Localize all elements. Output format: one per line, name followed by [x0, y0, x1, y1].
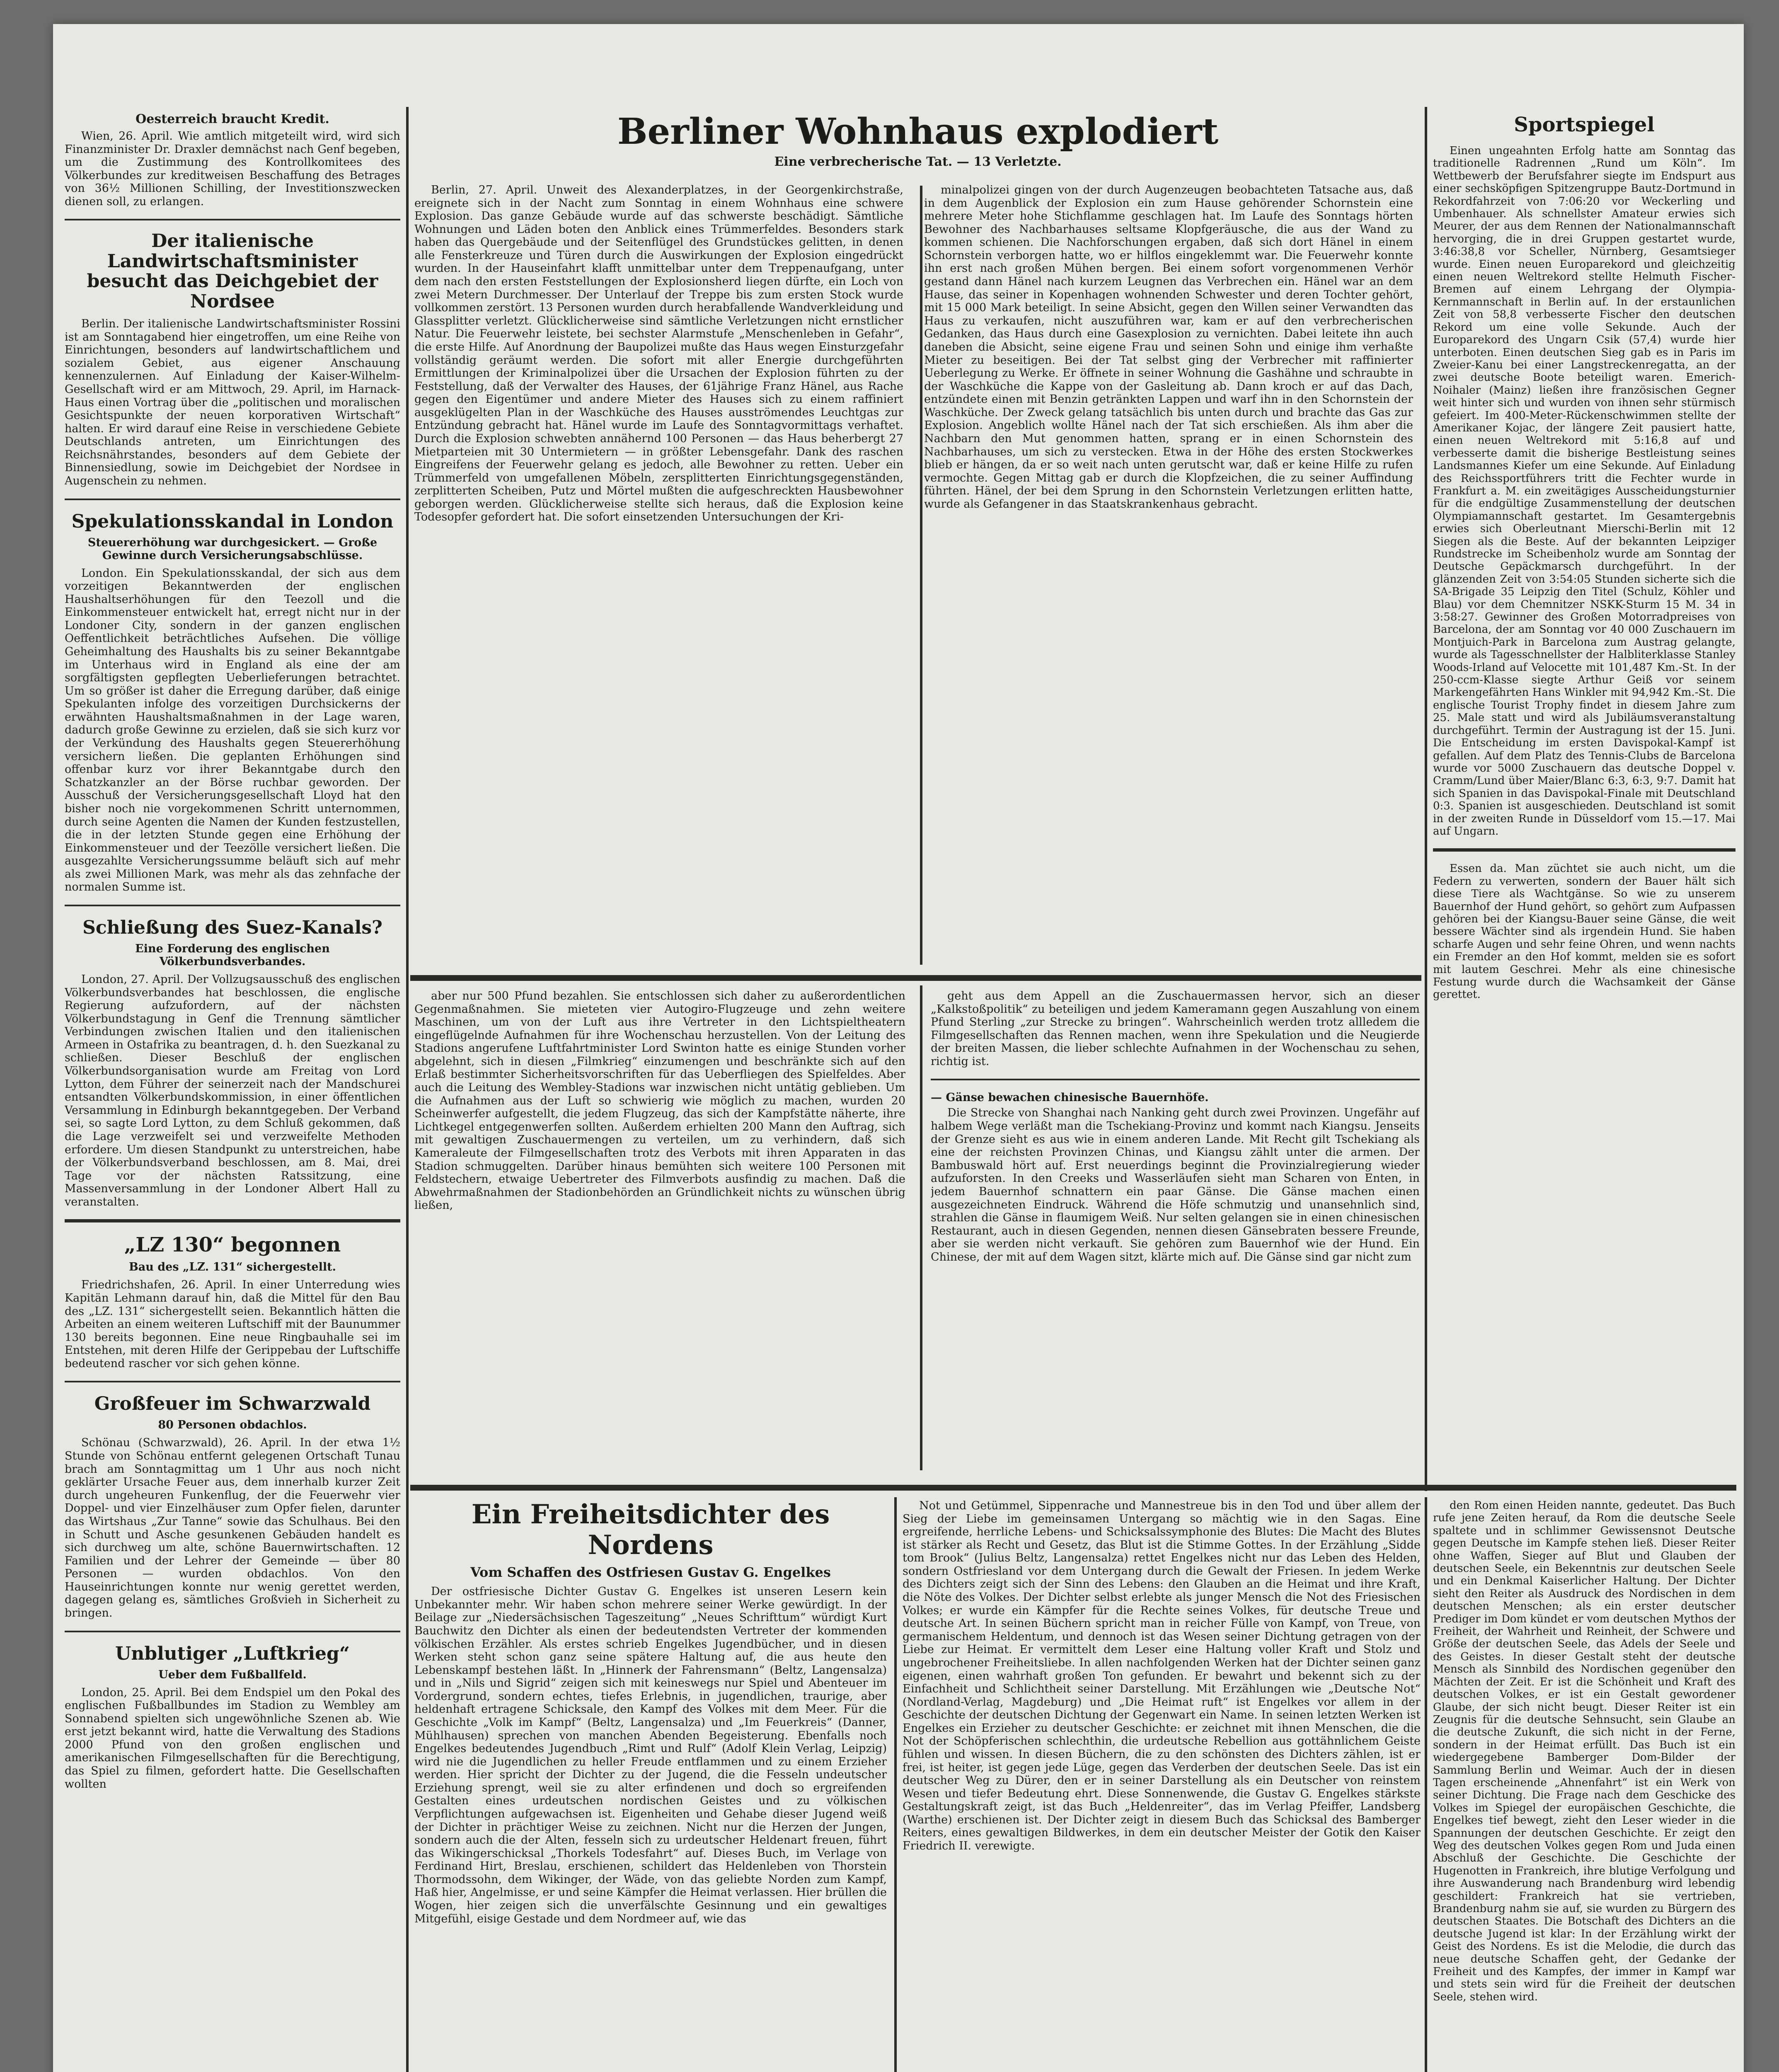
divider — [410, 1485, 1736, 1491]
column-rule — [406, 107, 409, 2072]
article-text: Schönau (Schwarzwald), 26. April. In der etwa 1½ Stunde von Schönau entfernt gelegenen Ortschaft Tunau brach am Sonntagmittag um 1 Uhr aus noch nicht geklärter Ursache Feuer aus, dem innerhalb kurzer Zeit durch ungeheuren Funkenflug, der die Feuerwehr vier Doppel- und vier Einzelhäuser zum Opfer fielen, darunter das Wirtshaus „Zur Tanne“ sowie das Schulhaus. Bei den in Schutt und Asche gesunkenen Gebäuden handelt es sich durchweg um alte, schöne Bauernwirtschaften. 12 Familien und der Lehrer der Gemeinde — über 80 Personen — wurden obdachlos. Von den Hauseinrichtungen konnte nur wenig gerettet werden, dagegen gelang es, sämtliches Großvieh in Sicherheit zu bringen. — [65, 1436, 400, 1619]
newspaper-page — [53, 24, 1744, 2072]
article-title: Der italienische Landwirtschaftsminister besucht das Deichgebiet der Nordsee — [87, 230, 378, 312]
article-title: — Gänse bewachen chinesische Bauernhöfe. — [931, 1091, 1209, 1104]
sports-text: Einen ungeahnten Erfolg hatte am Sonntag das traditionelle Radrennen „Rund um Köln“. Im Wettbewerb der Berufsfahrer siegte im Endspurt aus einer sechsköpfigen Spitzengruppe Bautz-Dortmund in Rekordfahrzeit von 7:06:20 vor Weckerling und Umbenhauer. Als schnellster Amateur erwies sich Meurer, der aus dem Rennen der Nationalmannschaft hervorging, die in drei Gruppen gestartet wurde, 3:46:38,8 vor Scheller, Nürnberg, Gesamtsieger wurde. Einen neuen Europarekord und gleichzeitig einen neuen Weltrekord stellte Helmuth Fischer-Bremen auf einem Lehrgang der Olympia-Kernmannschaft in Berlin auf. In der erstaunlichen Zeit von 58,8 verbesserte Fischer den deutschen Rekord um eine volle Sekunde. Auch der Europarekord des Ungarn Csik (57,4) wurde hier unterboten. Einen deutschen Sieg gab es in Paris im Zweier-Kanu bei einer Langstreckenregatta, an der zwei deutsche Boote beteiligt waren. Emerich-Noihaler (Mainz) ließen ihre französischen Gegner weit hinter sich und wurden von ihnen sehr stürmisch gefeiert. Im 400-Meter-Rückenschwimmen stellte der Amerikaner Kojac, der längere Zeit pausiert hatte, einen neuen Weltrekord mit 5:16,8 auf und verbesserte damit die bisherige Bestleistung seines Landsmannes Kiefer um eine Sekunde. Auf Einladung des Reichssportführers tritt die Fechter wurde in Frankfurt a. M. ein zweitägiges Ausscheidungsturnier für die endgültige Zusammenstellung der deutschen Olympiamannschaft gestartet. Im Gesamtergebnis erwies sich Oberleutnant Mierschi-Berlin mit 12 Siegen als die Beste. Auf der bekannten Leipziger Rundstrecke im Scheibenholz wurde am Sonntag der Deutsche Gepäckmarsch durchgeführt. In der glänzenden Zeit von 3:54:05 Stunden sicherte sich die SA-Brigade 35 Leipzig den Titel (Schulz, Köhler und Blau) vor dem Chemnitzer NSKK-Sturm 15 M. 34 in 3:58:27. Gewinner des Großen Motorradpreises von Barcelona, der am Sonntag vor 40 000 Zuschauern im Montjuich-Park in Barcelona zum Austrag gelangte, wurde als Tagesschnellster der Halbliterklasse Stanley Woods-Irland auf Velocette mit 101,487 Km.-St. In der 250-ccm-Klasse siegte Arthur Geiß vor seinem Markengefährten Hans Winkler mit 94,942 Km.-St. Die englische Tourist Trophy findet in diesem Jahre zum 25. Male statt und wird als Jubiläumsveranstaltung durchgeführt. Termin der Austragung ist der 15. Juni. Die Entscheidung im ersten Davispokal-Kampf ist gefallen. Auf dem Platz des Tennis-Clubs de Barcelona wurde vor 5000 Zuschauern das deutsche Doppel v. Cramm/Lund über Maier/Blanc 6:3, 6:3, 9:7. Damit hat sich Spanien in das Davispokal-Finale mit Deutschland 0:3. Spanien ist ausgeschieden. Deutschland ist somit in der zweiten Runde in Düsseldorf vom 15.—17. Mai auf Ungarn. — [1433, 145, 1735, 838]
article-text: Not und Getümmel, Sippenrache und Mannestreue bis in den Tod und über allem der Sieg der Liebe im gemeinsamen Untergang so mächtig wie in den Sagas. Eine ergreifende, herrliche Lebens- und Schicksalssymphonie des Blutes: Die Macht des Blutes ist stärker als Recht und Gesetz, das Blut ist die Stimme Gottes. In der Erzählung „Sidde tom Brook“ (Julius Beltz, Langensalza) rettet Engelkes nicht nur das Leben des Helden, sondern Ostfriesland vor dem Untergang durch die Gewalt der Friesen. In jedem Werke des Dichters zeigt sich der Sinn des Lebens: den Glauben an die Heimat und ihre Kraft, die Nöte des Volkes. Der Dichter selbst erlebte als junger Mensch die Not des Friesischen Volkes; er wurde ein Kämpfer für die Rechte seines Volkes, für deutsche Treue und deutsche Art. In seinen Büchern spricht man in reicher Fülle von Kampf, von Treue, von germanischem Heldentum, und dennoch ist das Wesen seiner Dichtung getragen von der Liebe zur Heimat. Er vermittelt dem Leser eine Haltung voller Kraft und Stolz und ungebrochener Freiheitsliebe. In allen nachfolgenden Werken hat der Dichter seinen ganz eigenen, einen wahrhaft großen Ton gefunden. Er bewahrt und bekennt sich zu der Einfachheit und Schlichtheit seiner Darstellung. Mit Erzählungen wie „Deutsche Not“ (Nordland-Verlag, Magdeburg) und „Die Heimat ruft“ ist Engelkes vor allem in der Geschichte der deutschen Dichtung der Gegenwart ein Name. In seinen letzten Werken ist Engelkes ein Erzieher zu deutscher Geschichte: er zeichnet mit ihnen Menschen, die die Not der Schöpferischen schlechthin, die urdeutsche Rebellion aus gottähnlichem Geiste fühlen und wissen. In diesen Büchern, die zu den schönsten des Dichters zählen, ist er frei, ist heiter, ist gegen jede Lüge, gegen das Verderben der deutschen Seele. Das ist ein deutscher Weg zu Dürer, den er in seiner Darstellung als ein Deutscher von reinstem Wesen und tiefer Bedeutung ehrt. Diese Sonnenwende, die Gustav G. Engelkes stärkste Gestaltungskraft zeigt, ist das Buch „Heldenreiter“, das im Verlag Pfeiffer, Landsberg (Warthe) erschienen ist. Der Dichter zeigt in diesem Buch das Schicksal des Bamberger Reiters, eines gewaltigen Bildwerkes, in dem ein deutscher Meister der Gotik den Kaiser Friedrich II. verewigte. — [903, 1499, 1421, 1853]
literature-subheadline: Vom Schaffen des Ostfriesen Gustav G. Engelkes — [470, 1564, 831, 1581]
article-text: Berlin. Der italienische Landwirtschaftsminister Rossini ist am Sonntagabend hier eingetroffen, um eine Reihe von Einrichtungen, besonders auf landwirtschaftlichem und sozialem Gebiet, aus eigener Anschauung kennenzulernen. Auf Einladung der Kaiser-Wilhelm-Gesellschaft wird er am Mittwoch, 29. April, im Harnack-Haus einen Vortrag über die „politischen und moralischen Gesichtspunkte der neuen korporativen Wirtschaft“ halten. Er wird darauf eine Reise in verschiedene Gebiete Deutschlands antreten, um Einrichtungen des Reichsnährstandes, besonders auf dem Gebiete der Binnensiedlung, sowie im Deichgebiet der Nordsee in Augenschein zu nehmen. — [65, 317, 400, 487]
article-title: „LZ 130“ begonnen — [124, 1233, 341, 1257]
divider — [931, 1079, 1420, 1080]
article-subtitle: Ueber dem Fußballfeld. — [158, 1668, 307, 1681]
article-subtitle: Eine Forderung des englischen Völkerbundsverbandes. — [135, 942, 330, 968]
article-subtitle: 80 Personen obdachlos. — [158, 1418, 307, 1432]
article-text: London, 27. April. Der Vollzugsausschuß des englischen Völkerbundsverbandes hat beschlossen, die englische Regierung aufzufordern, auf der nächsten Völkerbundstagung in Genf die Trennung sämtlicher Verbindungen zwischen Italien und den italienischen Armeen in Ostafrika zu beantragen, d. h. den Suezkanal zu schließen. Dieser Beschluß der englischen Völkerbundsorganisation wurde am Freitag von Lord Lytton, dem Führer der seinerzeit nach der Mandschurei entsandten Völkerbundskommission, in einer öffentlichen Versammlung in Edinburgh bekanntgegeben. Der Verband sei, so sagte Lord Lytton, zu dem Schluß gekommen, daß die Lage verzweifelt sei und verzweifelte Methoden erfordere. Um diesen Standpunkt zu unterstreichen, habe der Völkerbundsverband beschlossen, am 8. Mai, drei Tage vor der nächsten Ratssitzung, eine Massenversammlung in der Londoner Albert Hall zu veranstalten. — [65, 973, 400, 1208]
main-col-2 — [924, 184, 1413, 971]
article-subtitle: Steuererhöhung war durchgesickert. — Große Gewinne durch Versicherungsabschlüsse. — [87, 536, 378, 562]
literature-col-3 — [1433, 1499, 1735, 2072]
column-rule — [920, 985, 922, 1470]
lower-col-1 — [414, 990, 905, 1470]
left-column — [65, 112, 400, 2072]
divider — [65, 219, 400, 220]
article-title: Großfeuer im Schwarzwald — [94, 1393, 371, 1415]
main-headline: Berliner Wohnhaus explodiert — [617, 113, 1219, 152]
article-text: geht aus dem Appell an die Zuschauermassen hervor, sich an dieser „Kalkstoßpolitik“ zu beteiligen und jedem Kameramann gegen Auszahlung von einem Pfund Sterling „zur Strecke zu bringen“. Wahrscheinlich werden trotz allledem die Filmgesellschaften das Rennen machen, wenn ihre Spekulation und die Neugierde der breiten Massen, die lieber schlechte Aufnahmen in der Wochenschau zu sehen, richtig ist. — [931, 990, 1420, 1068]
article-text: minalpolizei gingen von der durch Augenzeugen beobachteten Tatsache aus, daß in dem Augenblick der Explosion ein zum Hause gehörender Schornstein eine mehrere Meter hohe Stichflamme geschlagen hat. Im Laufe des Sonntags hörten Bewohner des Nachbarhauses seltsame Klopfgeräusche, die aus der Wand zu kommen schienen. Die Nachforschungen ergaben, daß sich dort Hänel in einem Schornstein verborgen hatte, wo er hilflos eingeklemmt war. Die Feuerwehr konnte ihn erst nach großen Mühen bergen. Bei einem sofort vorgenommenen Verhör gestand dann Hänel nach kurzem Leugnen das Verbrechen ein. Hänel war an dem Hause, das seiner in Kopenhagen wohnenden Schwester und deren Tochter gehört, mit 15 000 Mark beteiligt. In seine Absicht, gegen den Willen seiner Verwandten das Haus zu verkaufen, nicht auszuführen war, kam er auf den verbrecherischen Gedanken, das Haus durch eine Gasexplosion zu vernichten. Dabei leitete ihn auch daneben die Absicht, seine eigene Frau und seinen Sohn und einige ihm verhaßte Mieter zu beseitigen. Bei der Tat selbst ging der Verbrecher mit raffinierter Ueberlegung zu Werke. Er öffnete in seiner Wohnung die Gashähne und schraubte in der Waschküche die Kappe von der Gasleitung ab. Dann kroch er auf das Dach, entzündete einen mit Benzin getränkten Lappen und warf ihn in den Schornstein der Waschküche. Der Zweck gelang tatsächlich bis unten durch und brachte das Gas zur Explosion. Angeblich wollte Hänel nach der Tat sich erschießen. Als ihm aber die Nachbarn den Mut genommen hatten, sprang er in einen Schornstein des Nachbarhauses, um sich zu verstecken. Etwa in der Höhe des ersten Stockwerkes blieb er hängen, da er so weit nach unten gerutscht war, daß er keine Hilfe zu rufen vermochte. Gegen Mittag gab er durch die Klopfzeichen, die zu seiner Auffindung führten. Hänel, der bei dem Sprung in den Schornstein Verletzungen erlitten hatte, wurde als Gefangener in das Staatskrankenhaus gebracht. — [924, 184, 1413, 511]
literature-headline: Ein Freiheitsdichter des Nordens — [471, 1499, 830, 1561]
article-text: aber nur 500 Pfund bezahlen. Sie entschlossen sich daher zu außerordentlichen Gegenmaßnahmen. Sie mieteten vier Autogiro-Flugzeuge und zehn weitere Maschinen, um von der Luft aus ihre Vertreter in den Lichtspieltheatern eingeflügelnde Aufnahmen für ihre Wochenschau herzustellen. Von der Leitung des Stadions angerufene Luftfahrtminister Lord Swinton hatte es einige Stunden vorher abgelehnt, sich in diesen „Filmkrieg“ einzumengen und beschränkte sich auf den Erlaß bestimmter Sicherheitsvorschriften für das Ueberfliegen des Spielfeldes. Aber auch die Leitung des Wembley-Stadions war inzwischen nicht untätig geblieben. Um die Aufnahmen aus der Luft so schwierig wie möglich zu machen, wurden 20 Scheinwerfer aufgestellt, die jedem Flugzeug, das sich der Kampfstätte näherte, ihre Lichtkegel entgegenwerfen sollten. Außerdem erhielten 200 Mann den Auftrag, sich mit gewaltigen Zuschauermengen zu verteilen, um zu verhindern, daß sich Kameraleute der Filmgesellschaften trotz des Verbots mit ihren Apparaten in das Stadion schmuggelten. Darüber hinaus bemühten sich weitere 100 Personen mit Feldstechern, etwaige Uebertreter des Filmverbots ausfindig zu machen. Daß die Abwehrmaßnahmen der Stadionbehörden an Gründlichkeit nichts zu wünschen übrig ließen, — [414, 990, 905, 1212]
main-subheadline: Eine verbrecherische Tat. — 13 Verletzte. — [774, 155, 1062, 169]
column-rule — [920, 186, 922, 965]
article-text: den Rom einen Heiden nannte, gedeutet. Das Buch rufe jene Zeiten herauf, da Rom die deutsche Seele spaltete und in schlimmer Gewissensnot Deutsche gegen Deutsche im Kampfe stehen ließ. Dieser Reiter ohne Waffen, Sieger auf Blut und Glauben der deutschen Seele, ein Bekenntnis zur deutschen Seele und ein Denkmal Kaiserlicher Haltung. Der Dichter sieht den Reiter als Ausdruck des Nordischen in dem deutschen Menschen; als ein erster deutscher Prediger im Dom kündet er vom deutschen Mythos der Freiheit, der Wahrheit und Reinheit, der Schwere und Größe der deutschen Seele, das Adels der Seele und des Geistes. In dieser Gestalt steht der deutsche Mensch als Sinnbild des Nordischen gegenüber den Mächten der Zeit. Er ist die Schönheit und Kraft des deutschen Volkes, er ist ein Gestalt gewordener Glaube, der sich nicht beugt. Dieser Reiter ist ein Zeugnis für die deutsche Sehnsucht, sein Glaube an die deutsche Zukunft, die sich nicht in der Ferne, sondern in der Heimat erfüllt. Das Buch ist ein wiedergegebene Bamberger Dom-Bilder der Sammlung Berlin und Weimar. Auch der in diesen Tagen erscheinende „Ahnenfahrt“ ist ein Werk von seiner Dichtung. Die Frage nach dem Geschicke des Volkes im Spiegel der europäischen Geschichte, die Engelkes tief bewegt, zieht den Leser wieder in die Spannungen der deutschen Geschichte. Er zeigt den Weg des deutschen Volkes gegen Rom und Juda einen Abschluß der Geschichte. Die Geschichte der Hugenotten in Frankreich, ihre blutige Verfolgung und ihre Auswanderung nach Brandenburg wird lebendig geschildert: Frankreich hat sie vertrieben, Brandenburg nahm sie auf, sie wurden zu Bürgern des deutschen Staates. Die Botschaft des Dichters an die deutsche Jugend ist klar: In der Erzählung wirkt der Geist des Nordens. Es ist die Melodie, die durch das neue deutsche Schaffen geht, der Gedanke der Freiheit und des Kampfes, der immer in Kampf war und stets sein wird für die Freiheit der deutschen Seele, stehen wird. — [1433, 1499, 1735, 2003]
column-rule — [1425, 1497, 1427, 2072]
article-text: Berlin, 27. April. Unweit des Alexanderplatzes, in der Georgenkirchstraße, ereignete sich in der Nacht zum Sonntag in einem Wohnhaus eine schwere Explosion. Das ganze Gebäude wurde auf das schwerste beschädigt. Sämtliche Wohnungen und Läden boten den Anblick eines Trümmerfeldes. Besonders stark haben das Quergebäude und der Seitenflügel des Grundstückes gelitten, in denen alle Fensterkreuze und Türen durch die Auswirkungen der Explosion eingedrückt wurden. In der Hauseinfahrt klafft unmittelbar unter dem Treppenaufgang, unter dem nach den ersten Feststellungen der Explosionsherd liegen dürfte, ein Loch von zwei Metern Durchmesser. Der Unterlauf der Treppe bis zum ersten Stock wurde vollkommen zerstört. 13 Personen wurden durch herabfallende Wandverkleidung und Glassplitter verletzt. Glücklicherweise sind sämtliche Verletzungen nicht ernstlicher Natur. Die Feuerwehr leistete, bei sechster Alarmstufe „Menschenleben in Gefahr“, die erste Hilfe. Auf Anordnung der Baupolizei mußte das Haus wegen Einsturzgefahr vollständig geräumt werden. Die sofort mit aller Energie durchgeführten Ermittlungen der Kriminalpolizei über die Ursachen der Explosion führten zu der Feststellung, daß der Verwalter des Hauses, der 61jährige Franz Hänel, aus Rache gegen den Eigentümer und andere Mieter des Hauses sich zu einem raffiniert ausgeklügelten Plan in der Waschküche des Hauses ausströmendes Leuchtgas zur Entzündung gebracht hat. Hänel wurde im Laufe des Sonntagvormittags verhaftet. Durch die Explosion schwebten annähernd 100 Personen — das Haus beherbergt 27 Mietparteien mit 30 Untermietern — in größter Lebensgefahr. Dank des raschen Eingreifens der Feuerwehr gelang es jedoch, alle Bewohner zu retten. Ueber ein Trümmerfeld von umgefallenen Möbeln, zersplitterten Einrichtungsgegenständen, zerplitterten Scheiben, Putz und Mörtel mußten die aufgeschreckten Hausbewohner geborgen werden. Glücklicherweise stellte sich heraus, daß die Explosion keine Todesopfer gefordert hat. Die sofort einsetzenden Untersuchungen der Kri- — [414, 184, 903, 524]
literature-col-2 — [903, 1499, 1421, 2072]
article-text: Wien, 26. April. Wie amtlich mitgeteilt wird, wird sich Finanzminister Dr. Draxler demnächst nach Genf begeben, um die Zustimmung des Kontrollkomitees des Völkerbundes zur kreditweisen Beschaffung des Betrages von 36½ Millionen Schilling, der Investitionszwecken dienen soll, zu erlangen. — [65, 130, 400, 208]
article-text: Der ostfriesische Dichter Gustav G. Engelkes ist unseren Lesern kein Unbekannter mehr. Wir haben schon mehrere seiner Werke gewürdigt. In der Beilage zur „Niedersächsischen Tageszeitung“ „Neues Schrifttum“ würdigt Kurt Bauchwitz den Dichter als einen der bedeutendsten Vertreter der kommenden völkischen Erzähler. Als erstes schrieb Engelkes Jugendbücher, und in diesen Werken steht schon ganz seine spätere Haltung auf, die aus heute den Lebenskampf bestehen läßt. In „Hinnerk der Fahrensmann“ (Beltz, Langensalza) und in „Nils und Sigrid“ zeigen sich mit keineswegs nur Spiel und Abenteuer im Vordergrund, sondern echtes, tiefes Erlebnis, in jugendlichen, traurige, aber heldenhaft ertragene Schicksale, den Kampf des Volkes mit dem Meer. Für die Geschichte „Volk im Kampf“ (Beltz, Langensalza) und „Im Feuerkreis“ (Danner, Mühlhausen) sprechen von manchen Abenden Begeisterung. Ebenfalls noch Engelkes bedeutendes Jugendbuch „Rimt und Rulf“ (Adolf Klein Verlag, Leipzig) wird nie die Jugendlichen zu heller Freude entflammen und zu einem Erzieher werden. Hier spricht der Dichter zu der Jugend, die die Fesseln undeutscher Erziehung sprengt, weil sie zu alter erfindenen und doch so ergreifenden Gestalten eines urdeutschen nordischen Geistes und zu völkischen Verpflichtungen aufgewachsen ist. Eigenheiten und Gehabe dieser Jugend weiß der Dichter in prächtiger Weise zu zeichnen. Nicht nur die Herzen der Jungen, sondern auch die der Alten, fesseln sich zu urdeutscher Heldenart freuen, führt das Wikingerschicksal „Thorkels Todesfahrt“ auf. Dieses Buch, im Verlage von Ferdinand Hirt, Breslau, erschienen, schildert das Heldenleben von Thorstein Thormodssohn, dem Wikinger, der Wäde, von das geliebte Norden zum Kampf, Haß hier, Angelmisse, er und seine Kämpfer die Heimat verlassen. Hier brüllen die Wogen, hier zeigen sich die unverfälschte Gesinnung und ein gewaltiges Mitgefühl, eisige Gestade und dem Nordmeer auf, wie das — [414, 1585, 887, 1925]
divider — [65, 1631, 400, 1632]
article-title: Unblutiger „Luftkrieg“ — [115, 1643, 350, 1664]
sports-text: Essen da. Man züchtet sie auch nicht, um die Federn zu verwerten, sondern der Bauer hält sich diese Tiere als Wachtgänse. So wie zu unserem Bauernhof der Hund gehört, so gehört zum Aufpassen gehören bei der Kiangsu-Bauer seine Gänse, die weit bessere Wächter sind als irgendein Hund. Sie haben scharfe Augen und sehr feine Ohren, und wenn nachts ein Fremder an den Hof kommt, melden sie es sofort mit lautem Geschrei. Mehr als eine chinesische Festung wurde durch die Wachsamkeit der Gänse gerettet. — [1433, 862, 1735, 1001]
article-subtitle: Bau des „LZ. 131“ sichergestellt. — [128, 1261, 336, 1274]
article-text: Friedrichshafen, 26. April. In einer Unterredung wies Kapitän Lehmann darauf hin, daß die Mittel für den Bau des „LZ. 131“ sichergestellt seien. Bekanntlich hätten die Arbeiten an einem weiteren Luftschiff mit der Baunummer 130 bereits begonnen. Eine neue Ringbauhalle sei im Entstehen, mit deren Hilfe der Gerippebau der Luftschiffe bedeutend rascher vor sich gehen könne. — [65, 1278, 400, 1370]
sports-title: Sportspiegel — [1514, 113, 1655, 136]
divider — [65, 499, 400, 500]
divider — [65, 1381, 400, 1382]
divider — [65, 905, 400, 906]
article-title: Spekulationsskandal in London — [71, 511, 394, 532]
column-rule — [894, 1497, 897, 2072]
lower-col-2 — [931, 990, 1420, 1470]
article-title: Oesterreich braucht Kredit. — [136, 112, 329, 126]
main-col-1 — [414, 184, 903, 971]
sports-column — [1433, 113, 1735, 1468]
divider — [410, 975, 1421, 981]
column-rule — [1425, 107, 1427, 1491]
divider — [65, 1219, 400, 1222]
main-article — [414, 113, 1421, 975]
article-text: London. Ein Spekulationsskandal, der sich aus dem vorzeitigen Bekanntwerden der englischen Haushaltserhöhungen für den Teezoll und die Einkommensteuer entwickelt hat, erregt nicht nur in der Londoner City, sondern in der ganzen englischen Oeffentlichkeit beträchtliches Aufsehen. Die völlige Geheimhaltung des Haushalts bis zu seiner Bekanntgabe im Unterhaus wird in England als eine der am sorgfältigsten gepflegten Ueberlieferungen betrachtet. Um so größer ist daher die Erregung darüber, daß einige Spekulanten infolge des vorzeitigen Durchsickerns der erwähnten Haushaltsmaßnahmen in der Lage waren, dadurch große Gewinne zu erzielen, daß sie sich kurz vor der Verkündung des Haushalts gegen Steuererhöhung versichern ließen. Die geplanten Erhöhungen sind offenbar kurz vor ihrer Bekanntgabe durch den Schatzkanzler an der Börse ruchbar geworden. Der Ausschuß der Versicherungsgesellschaft Lloyd hat den bisher noch nie vorgekommenen Schritt unternommen, durch seine Agenten die Namen der Kunden festzustellen, die in der letzten Stunde gegen eine Erhöhung der Einkommensteuer und der Teezölle versichert ließen. Die ausgezahlte Versicherungssumme beläuft sich auf mehr als zwei Millionen Mark, was mehr als das zehnfache der normalen Summe ist. — [65, 566, 400, 894]
article-title: Schließung des Suez-Kanals? — [82, 917, 382, 938]
divider — [1433, 848, 1735, 852]
literature-col-1 — [414, 1499, 887, 2072]
article-text: Die Strecke von Shanghai nach Nanking geht durch zwei Provinzen. Ungefähr auf halbem Wege verläßt man die Tschekiang-Provinz und kommt nach Kiangsu. Jenseits der Grenze sieht es aus wie in einem anderen Lande. Mit Recht gilt Tschekiang als eine der reichsten Provinzen Chinas, und Kiangsu zählt unter die armen. Der Bambuswald hört auf. Erst neuerdings beginnt die Provinzialregierung wieder aufzuforsten. In den Creeks und Wasserläufen sieht man Scharen von Enten, in jedem Bauernhof schnattern ein paar Gänse. Die Gänse machen einen ausgezeichneten Eindruck. Während die Höfe schmutzig und unansehnlich sind, strahlen die Gänse in flaumigem Weiß. Nur selten gelangen sie in einen chinesischen Restaurant, auch in diesen Gegenden, nennen diesen Gänsebraten bessere Freunde, aber sie werden nicht verkauft. Sie gehören zum Bauernhof wie der Hund. Ein Chinese, der mit auf dem Wagen sitzt, klärte mich auf. Die Gänse sind gar nicht zum — [931, 1106, 1420, 1264]
article-text: London, 25. April. Bei dem Endspiel um den Pokal des englischen Fußballbundes im Stadion zu Wembley am Sonnabend spielten sich ungewöhnliche Szenen ab. Wie erst jetzt bekannt wird, hatte die Verwaltung des Stadions 2000 Pfund von den großen englischen und amerikanischen Filmgesellschaften für die Berechtigung, das Spiel zu filmen, gefordert hatte. Die Gesellschaften wollten — [65, 1686, 400, 1791]
